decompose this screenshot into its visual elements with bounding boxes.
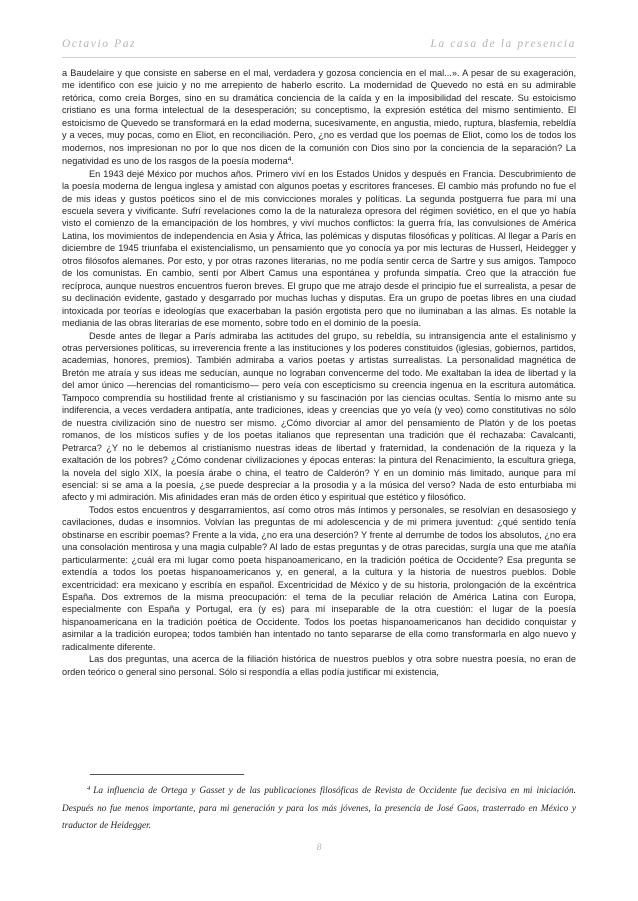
paragraph-3: Desde antes de llegar a París admiraba las actitudes del grupo, su rebeldía, su intransigencia ante el estalinismo y otras perversiones políticas, su irreverencia frente a las instituciones y los poderes constituidos (iglesias, gobiernos, partidos, academias, honores, premios). También admiraba a varios poetas y artistas surrealistas. La personalidad magnética de Bretón me atraía y sus ideas me seducían, aunque no lograban convencerme del todo. Me exaltaban la idea de libertad y la del amor único —herencias del romanticismo— pero veía con escepticismo su creencia ingenua en la escritura automática. Tampoco comprendía su hostilidad frente al cristianismo y su fascinación por las ciencias ocultas. Sentía lo mismo ante su indiferencia, a veces verdadera antipatía, ante tradiciones, ideas y creencias que yo veía (y veo) como constitutivas no sólo de nuestra civilización sino de nuestro ser mismo. ¿Cómo divorciar al amor del pensamiento de Platón y de los poetas romanos, de los místicos sufíes y de los poetas italianos que representan una tradición que él rechazaba: Cavalcanti, Petrarca? ¿Y no le debemos al cristianismo nuestras ideas de libertad y fraternidad, la condenación de la riqueza y la exaltación de los pobres? ¿Cómo condenar civilizaciones y épocas enteras: la pintura del Renacimiento, la escultura griega, la novela del siglo XIX, la poesía árabe o china, el teatro de Calderón? Y en un dominio más limitado, aunque para mí esencial: si se ama a la poesía, ¿se puede despreciar a la prosodia y a la música del verso? Nada de esto enturbiaba mi afecto y mi admiración. Mis afinidades eran más de orden ético y espiritual que estético y filosófico. — [62, 330, 576, 503]
paragraph-2: En 1943 dejé México por muchos años. Primero viví en los Estados Unidos y después en Francia. Descubrimiento de la poesía moderna de lengua inglesa y amistad con algunos poetas y escritores franceses. El cambio más profundo no fue el de mis ideas y gustos poéticos sino el de mis convicciones morales y políticas. La segunda postguerra fue para mí una escuela severa y vivificante. Sufrí revelaciones como la de la naturaleza opresora del régimen soviético, en el que yo había visto el comienzo de la emancipación de los hombres, y viví muchos conflictos: la guerra fría, las convulsiones de América Latina, los movimientos de independencia en Asia y África, las polémicas y disputas filosóficas y políticas. Al llegar a París en diciembre de 1945 triunfaba el existencialismo, un pensamiento que yo conocía ya por mis lecturas de Husserl, Heidegger y otros filósofos alemanes. Por esto, y por otras razones literarias, no me podía sentir cerca de Sartre y sus amigos. Tampoco de los comunistas. En cambio, sentí por Albert Camus una espontánea y profunda simpatía. Creo que la atracción fue recíproca, aunque nuestros encuentros fueron breves. El grupo que me atrajo desde el principio fue el surrealista, a pesar de su declinación evidente, gastado y desgarrado por muchas luchas y disputas. Era un grupo de poetas libres en una ciudad intoxicada por teorías e ideologías que exacerbaban la pasión ergotista pero que no iluminaban a las almas. Es notable la mediania de las obras literarias de ese momento, sobre todo en el dominio de la poesía. — [62, 168, 576, 329]
paragraph-1 — [62, 67, 576, 168]
page-number: 8 — [316, 843, 322, 853]
footnote-separator — [90, 774, 244, 775]
paragraph-1-text: a Baudelaire y que consiste en saberse en el mal, verdadera y gozosa conciencia en el mal...». A pesar de su exageración, me identifico con ese juicio y no me arrepiento de haberlo escrito. La modernidad de Quevedo no está en su admirable retórica, como creía Borges, sino en su dramática conciencia de la caída y en la imposibilidad del rescate. Su estoicismo cristiano es una forma intelectual de la desesperación; su conceptismo, la expresión estética del mismo sentimiento. El estoicismo de Quevedo se transformará en la edad moderna, sucesivamente, en angustia, miedo, ruptura, blasfemia, rebeldía y a veces, muy pocas, como en Eliot, en reconciliación. Pero, ¿no es verdad que los poemas de Eliot, como los de todos los modernos, nos impresionan no por lo que nos dicen de la comunión con Dios sino por la conciencia de la separación? La negatividad es uno de los rasgos de la poesía moderna — [62, 68, 576, 167]
header-author: Octavio Paz — [62, 38, 137, 50]
footnote-number: 4 — [87, 785, 91, 792]
paragraph-5: Las dos preguntas, una acerca de la filiación histórica de nuestros pueblos y otra sobre nuestra poesía, no eran de orden teórico o general sino personal. Sólo si respondía a ellas podía justificar mi existencia, — [62, 654, 576, 677]
footnote-reference[interactable]: 4 — [287, 156, 292, 164]
paragraph-4: Todos estos encuentros y desgarramientos, así como otros más íntimos y personales, se resolvían en desasosiego y cavilaciones, dudas e insomnios. Volvían las preguntas de mi adolescencia y de mi primera juventud: ¿qué sentido tenía obstinarse en escribir poemas? Frente a la vida, ¿no era una deserción? Y frente al derrumbe de todos los absolutos, ¿no era una consolación mentirosa y una magia culpable? Al lado de estas preguntas y de otras parecidas, surgía una que me atañía particularmente: ¿cuál era mi lugar como poeta hispanoamericano, en la tradición poética de Occidente? Esa pregunta se extendía a todos los poetas hispanoamericanos y, en general, a la cultura y la historia de nuestros pueblos. Doble excentricidad: era mexicano y escribía en español. Excentricidad de México y de su historia, prolongación de la excéntrica España. Dos extremos de la misma preocupación: el tema de la peculiar relación de América Latina con Europa, especialmente con España y Portugal, era (y es) para mí inseparable de la otra cuestión: el lugar de la poesía hispanoamericana en la tradición poética de Occidente. Todos los poetas hispanoamericanos han decidido conquistar y asimilar a la tradición europea; todos también han intentado no tanto separarse de ella como transformarla en algo nuevo y radicalmente diferente. — [62, 504, 576, 652]
paragraph-1-tail: . — [291, 156, 294, 167]
footnote-text: La influencia de Ortega y Gasset y de las publicaciones filosóficas de Revista de Occidente fue decisiva en mi iniciación. Después no fue menos importante, para mi generación y para los más jóvenes, la presencia de José Gaos, trasterrado en México y traductor de Heidegger. — [62, 786, 576, 832]
header-book-title: La casa de la presencia — [430, 38, 576, 50]
running-header — [62, 38, 576, 60]
header-rule — [62, 57, 576, 58]
body-text — [62, 67, 576, 678]
footnote — [62, 780, 576, 836]
